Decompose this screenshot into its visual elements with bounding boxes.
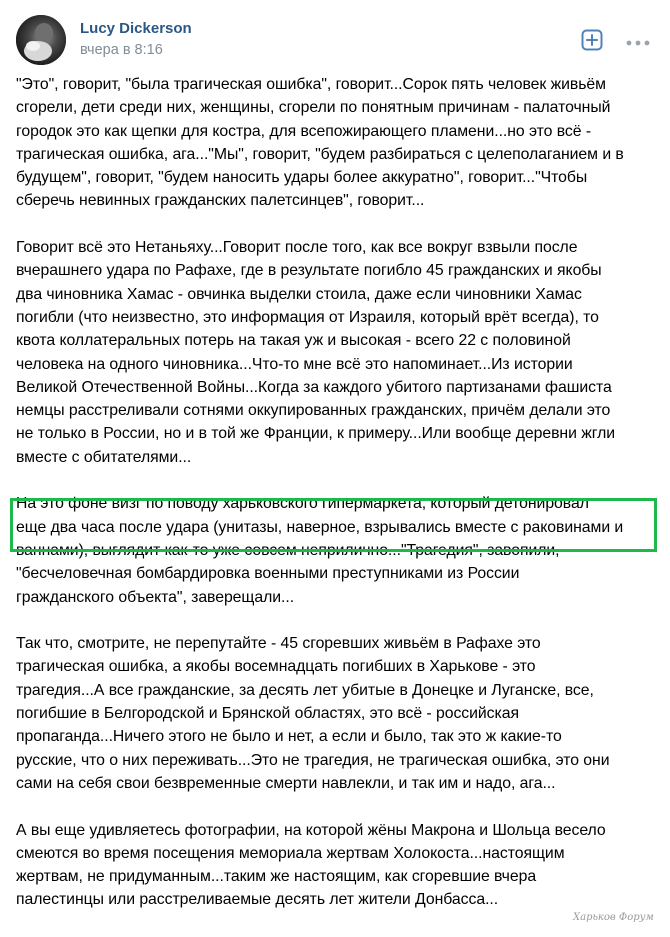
watermark: Харьков Форум [573,912,654,923]
post-paragraph-4: Так что, смотрите, не перепутайте - 45 сгоревших живьём в Рафахе это трагическая ошибка, а якобы восемнадцать погибших в Харькове - это трагедия...А все гражданские, за десять лет убитые в Донецке и Луганске, все, погибшие в Белгородской и Брянской областях, это всё - российская пропаганда...Ничего этого не было и нет, а если и было, так это ж какие-то русские, что о них переживать...Это не трагедия, не трагическая ошибка, это они сами на себя свои безвременные смерти навлекли, и так им и надо, ага... [16,635,610,792]
post-paragraph-2: Говорит всё это Нетаньяху...Говорит после того, как все вокруг взвыли после вчерашнего удара по Рафахе, где в результате погибло 45 гражданских и якобы два чиновника Хамас - овчинка выделки стоила, даже если чиновники Хамас погибли (что неизвестно, это информация от Израиля, который врёт всегда), то квота коллатеральных потерь на такая уж и высокая - всего 22 с половиной человека на одного чиновника...Что-то мне всё это напоминает...Из истории Великой Отечественной Войны...Когда за каждого убитого партизанами фашиста немцы расстреливали сотнями оккупированных гражданских, причём делали это не только в России, но и в той же Франции, к примеру...Или вообще деревни жгли вместе с обитателями... [16,239,616,466]
more-options-button[interactable] [626,35,650,45]
post-paragraph-3: На это фоне визг по поводу харьковского гипермаркета, который детонировал еще два часа после удара (унитазы, наверное, взрывались вместе с раковинами и ваннами), выглядит как-то уже совсем неприлично..."Трагедия", завопили, "бесчеловечная бомбардировка военными преступниками из России гражданского объекта", заверещали... [16,495,624,606]
post-paragraph-5: А вы еще удивляетесь фотографии, на которой жёны Макрона и Шольца весело смеются во время посещения мемориала жертвам Холокоста...настоящим жертвам, не придуманным...таким же настоящим, как сгоревшие вчера палестинцы или расстреливаемые десять лет жители Донбасса... [16,821,606,909]
more-dots-icon [626,38,650,48]
post-header [0,0,670,72]
post-paragraph-1: "Это", говорит, "была трагическая ошибка", говорит...Сорок пять человек живьём сгорели, дети среди них, женщины, сгорели по понятным причинам - палаточный городок это как щепки для костра, для всепожирающего пламени...но это всё - трагическая ошибка, ага..."Мы", говорит, "будем разбираться с целеполаганием и в будущем", говорит, "будем наносить удары более аккуратно", говорит..."Чтобы сберечь невинных гражданских палетсинцев", говорит... [16,76,624,210]
plus-square-icon [581,29,603,51]
post-time[interactable]: вчера в 8:16 [80,42,163,58]
avatar-photo [16,15,66,65]
avatar[interactable] [16,15,66,65]
author-name[interactable]: Lucy Dickerson [80,20,192,37]
add-to-bookmarks-button[interactable] [581,29,603,51]
post-text [16,73,656,912]
